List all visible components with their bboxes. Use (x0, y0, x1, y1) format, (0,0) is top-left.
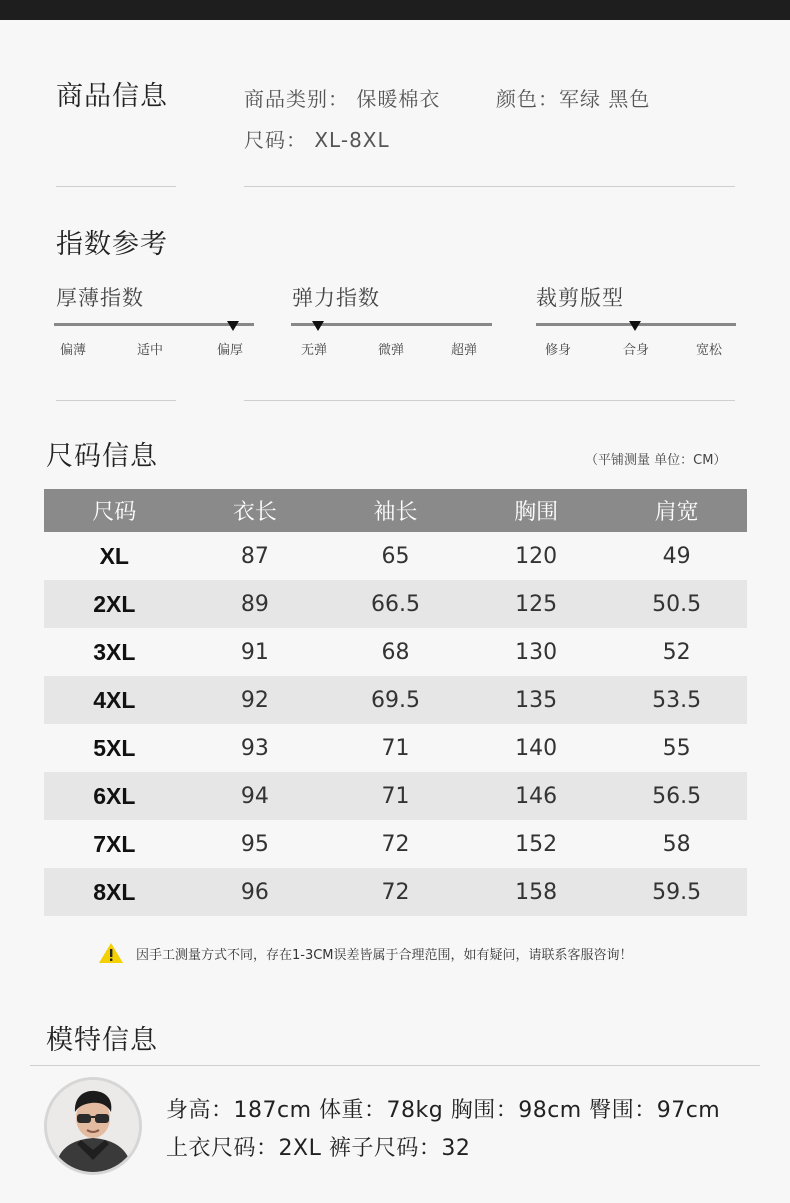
table-cell: 158 (515, 879, 558, 905)
table-row (44, 820, 747, 868)
table-cell: 91 (240, 639, 269, 665)
size-cell: 8XL (93, 878, 136, 905)
scale-tick: 偏薄 (60, 343, 87, 358)
divider (56, 400, 176, 401)
model-info-title: 模特信息 (46, 1025, 158, 1056)
header-cell: 袖长 (373, 500, 418, 525)
header-cell: 衣长 (232, 500, 277, 525)
table-cell: 96 (240, 879, 269, 905)
unit-note: （平铺测量 单位：CM） (585, 453, 727, 468)
model-sizes: 上衣尺码：2XL 裤子尺码：32 (166, 1136, 471, 1161)
table-row (44, 676, 747, 724)
table-cell: 135 (515, 687, 558, 713)
index-label: 裁剪版型 (536, 286, 624, 310)
size-cell: 7XL (93, 830, 136, 857)
table-cell: 125 (515, 591, 558, 617)
table-cell: 59.5 (652, 879, 702, 905)
table-cell: 152 (515, 831, 558, 857)
table-cell: 58 (662, 831, 691, 857)
table-row (44, 724, 747, 772)
divider (244, 400, 735, 401)
table-header (44, 489, 747, 532)
size-table (44, 489, 747, 916)
table-cell: 56.5 (652, 783, 702, 809)
scale-marker-icon (629, 321, 641, 331)
avatar (44, 1077, 142, 1175)
table-cell: 66.5 (370, 591, 420, 617)
product-size-range: 尺码： XL-8XL (244, 128, 390, 152)
table-cell: 71 (381, 783, 410, 809)
table-row (44, 532, 747, 580)
size-cell: 3XL (93, 638, 136, 665)
product-color: 颜色：军绿 黑色 (496, 87, 651, 111)
divider (30, 1065, 760, 1066)
warning-icon (98, 942, 124, 964)
size-cell: XL (99, 542, 129, 569)
table-row (44, 772, 747, 820)
measure-warning (98, 942, 633, 964)
scale-bar (54, 323, 254, 326)
table-cell: 69.5 (370, 687, 420, 713)
table-cell: 130 (515, 639, 558, 665)
header-cell: 胸围 (514, 500, 559, 525)
table-cell: 92 (240, 687, 269, 713)
scale-tick: 偏厚 (217, 343, 244, 358)
divider (56, 186, 176, 187)
table-cell: 94 (240, 783, 269, 809)
table-cell: 68 (381, 639, 410, 665)
table-cell: 50.5 (652, 591, 702, 617)
table-cell: 55 (662, 735, 691, 761)
table-cell: 89 (240, 591, 269, 617)
index-label: 弹力指数 (292, 286, 380, 310)
index-label: 厚薄指数 (56, 286, 144, 310)
table-cell: 53.5 (652, 687, 702, 713)
scale-tick: 超弹 (451, 343, 478, 358)
scale-tick: 修身 (545, 343, 572, 358)
table-cell: 72 (381, 879, 410, 905)
table-cell: 140 (515, 735, 558, 761)
table-cell: 49 (662, 543, 691, 569)
size-info-title: 尺码信息 (46, 441, 158, 472)
size-cell: 6XL (93, 782, 136, 809)
size-cell: 5XL (93, 734, 136, 761)
table-cell: 146 (515, 783, 558, 809)
table-cell: 87 (240, 543, 269, 569)
table-row (44, 868, 747, 916)
product-category: 商品类别： 保暖棉衣 (244, 87, 441, 111)
warning-text: 因手工测量方式不同，存在1-3CM误差皆属于合理范围，如有疑问，请联系客服咨询！ (136, 947, 633, 963)
scale-marker-icon (227, 321, 239, 331)
size-cell: 4XL (93, 686, 136, 713)
table-cell: 65 (381, 543, 410, 569)
table-cell: 52 (662, 639, 691, 665)
scale-tick: 宽松 (696, 343, 723, 358)
scale-tick: 适中 (137, 343, 164, 358)
header-cell: 肩宽 (654, 500, 699, 525)
table-cell: 72 (381, 831, 410, 857)
table-cell: 120 (515, 543, 558, 569)
scale-tick: 合身 (623, 343, 650, 358)
top-bar (0, 0, 790, 20)
index-title: 指数参考 (56, 229, 168, 260)
product-info-title: 商品信息 (56, 81, 168, 112)
table-row (44, 580, 747, 628)
table-cell: 95 (240, 831, 269, 857)
divider (244, 186, 735, 187)
header-cell: 尺码 (92, 500, 137, 525)
table-cell: 93 (240, 735, 269, 761)
scale-marker-icon (312, 321, 324, 331)
model-measurements: 身高：187cm 体重：78kg 胸围：98cm 臀围：97cm (166, 1098, 721, 1123)
size-cell: 2XL (93, 590, 136, 617)
scale-tick: 微弹 (378, 343, 405, 358)
table-row (44, 628, 747, 676)
table-cell: 71 (381, 735, 410, 761)
scale-tick: 无弹 (301, 343, 328, 358)
